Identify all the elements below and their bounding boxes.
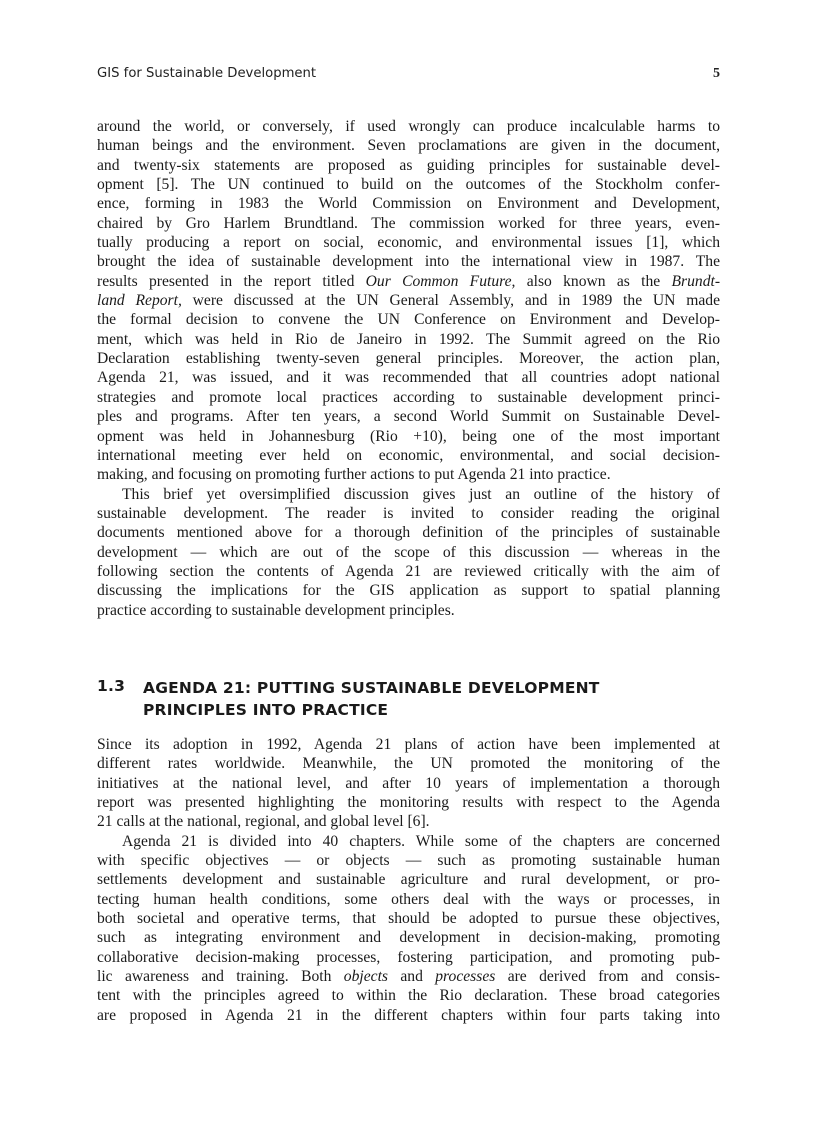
text-line: tually producing a report on social, economic, and environmental issues [1], which — [97, 234, 720, 252]
text-line: international meeting ever held on economic, environmental, and social decision- — [97, 446, 720, 464]
text-line: are proposed in Agenda 21 in the different chapters within four parts taking into — [97, 1006, 720, 1024]
running-head-title: GIS for Sustainable Development — [97, 66, 317, 81]
text-line: documents mentioned above for a thorough definition of the principles of sustainable — [97, 524, 720, 542]
text-line: collaborative decision-making processes, fostering participation, and promoting pub- — [97, 948, 720, 966]
italic-title-our-common-future: Our Common Future, — [365, 272, 516, 290]
body-text-section-a — [97, 117, 720, 620]
text-line: the formal decision to convene the UN Conference on Environment and Develop- — [97, 311, 720, 329]
text-line: chaired by Gro Harlem Brundtland. The commission worked for three years, even- — [97, 214, 720, 232]
text-line: ment, which was held in Rio de Janeiro in 1992. The Summit agreed on the Rio — [97, 330, 720, 348]
text-line: ples and programs. After ten years, a second World Summit on Sustainable Devel- — [97, 408, 720, 426]
text-line: tent with the principles agreed to within the Rio declaration. These broad categories — [97, 987, 720, 1005]
text-line: settlements development and sustainable agriculture and rural development, or pro- — [97, 871, 720, 889]
section-number: 1.3 — [97, 677, 126, 695]
text-line: Agenda 21 is divided into 40 chapters. While some of the chapters are concerned — [122, 832, 720, 850]
text-line: Agenda 21, was issued, and it was recommended that all countries adopt national — [97, 369, 720, 387]
body-text-section-b — [97, 735, 720, 1025]
italic-title-brundtland-report: Brundt- — [671, 272, 721, 290]
text-line: Since its adoption in 1992, Agenda 21 plans of action have been implemented at — [97, 736, 720, 753]
text-line — [97, 291, 720, 310]
text-line: ence, forming in 1983 the World Commission on Environment and Development, — [97, 195, 720, 213]
text-run: lic awareness and training. Both — [97, 968, 344, 986]
section-title — [143, 677, 703, 721]
text-line: with specific objectives — or objects — such as promoting sustainable human — [97, 852, 720, 870]
text-line: discussing the implications for the GIS application as support to spatial planning — [97, 582, 720, 600]
text-line: brought the idea of sustainable development into the international view in 1987. The — [97, 253, 720, 271]
text-line: following section the contents of Agenda 21 are reviewed critically with the aim of — [97, 562, 720, 580]
text-run: results presented in the report titled — [97, 272, 366, 290]
section-title-line: PRINCIPLES INTO PRACTICE — [143, 701, 389, 719]
text-line — [97, 272, 720, 291]
text-line: around the world, or conversely, if used wrongly can produce incalculable harms to — [97, 118, 720, 135]
text-line: different rates worldwide. Meanwhile, the UN promoted the monitoring of the — [97, 755, 720, 773]
text-line: 21 calls at the national, regional, and global level [6]. — [97, 813, 430, 831]
text-run: and — [387, 968, 436, 986]
text-line: sustainable development. The reader is invited to consider reading the original — [97, 504, 720, 522]
text-line — [97, 967, 720, 986]
text-line: development — which are out of the scope of this discussion — whereas in the — [97, 543, 720, 561]
text-line: practice according to sustainable development principles. — [97, 601, 455, 619]
text-line: opment was held in Johannesburg (Rio +10), being one of the most important — [97, 427, 720, 445]
text-line: opment [5]. The UN continued to build on the outcomes of the Stockholm confer- — [97, 176, 720, 194]
text-line: such as integrating environment and development in decision-making, promoting — [97, 929, 720, 947]
page-number: 5 — [713, 66, 720, 81]
text-line: This brief yet oversimplified discussion gives just an outline of the history of — [122, 485, 720, 503]
text-line: tecting human health conditions, some others deal with the ways or processes, in — [97, 890, 720, 908]
text-line: report was presented highlighting the monitoring results with respect to the Agenda — [97, 794, 720, 812]
text-run: were discussed at the UN General Assembly, and in 1989 the UN made — [181, 292, 720, 310]
italic-term-processes: processes — [435, 968, 496, 986]
text-line: making, and focusing on promoting further actions to put Agenda 21 into practice. — [97, 466, 611, 484]
text-line: both societal and operative terms, that should be adopted to pursue these objectives, — [97, 910, 720, 928]
text-run: also known as the — [515, 272, 672, 290]
italic-term-objects: objects — [343, 968, 388, 986]
text-run: are derived from and consis- — [495, 968, 720, 986]
text-line: strategies and promote local practices according to sustainable development princi- — [97, 388, 720, 406]
text-line: initiatives at the national level, and after 10 years of implementation a thorough — [97, 774, 720, 792]
text-line: and twenty-six statements are proposed as guiding principles for sustainable devel- — [97, 156, 720, 174]
text-line: Declaration establishing twenty-seven general principles. Moreover, the action plan, — [97, 350, 720, 368]
section-title-line: AGENDA 21: PUTTING SUSTAINABLE DEVELOPMENT — [143, 679, 600, 697]
italic-title-brundtland-report-cont: land Report, — [97, 292, 182, 310]
text-line: human beings and the environment. Seven proclamations are given in the document, — [97, 137, 720, 155]
